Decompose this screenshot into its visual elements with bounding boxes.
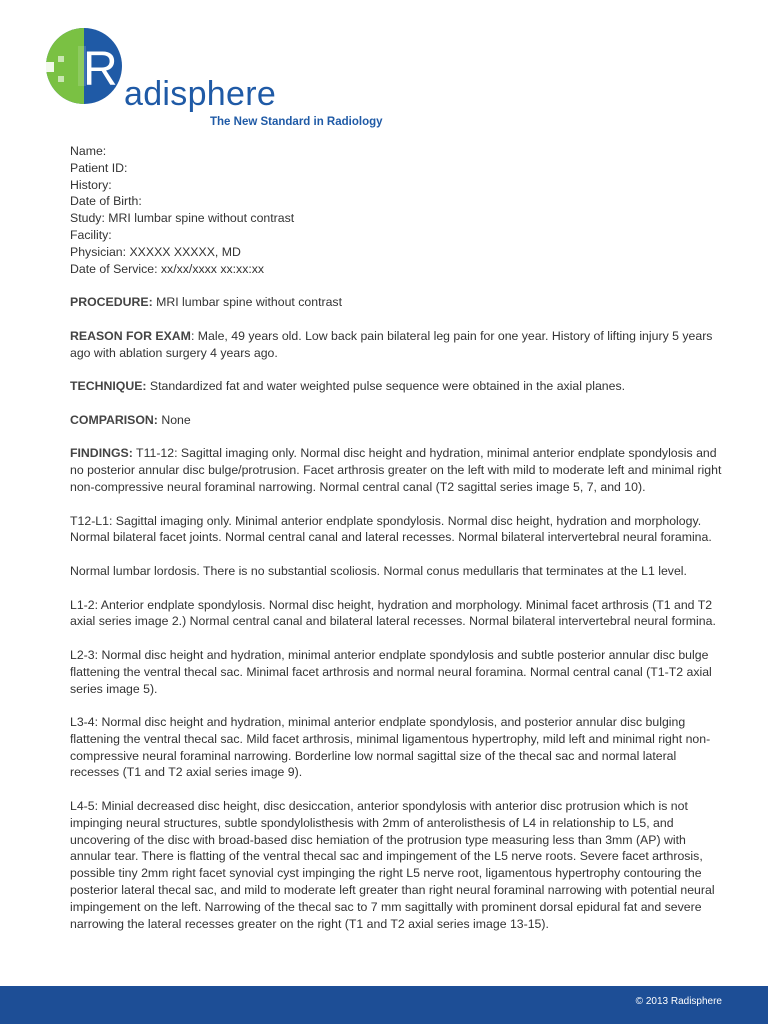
- finding-paragraph: L1-2: Anterior endplate spondylosis. Normal disc height, hydration and morphology. Minimal facet arthrosis (T1 and T2 axial series image 2.) Normal central canal and bilateral lateral recesses. Normal bilateral intervertebral neural formina.: [70, 597, 716, 629]
- procedure-section: [70, 294, 726, 311]
- patient-header: [70, 143, 726, 277]
- finding-paragraph: L4-5: Minial decreased disc height, disc desiccation, anterior spondylosis with anterior disc protrusion which is not impinging neural structures, subtle spondylolisthesis with 2mm of anterolisthesis of L4 in relationship to L5, and uncovering of the disc with broad-based disc hemiation of the protrusion type measuring less than 3mm (AP) with annular tear. There is flatting of the ventral thecal sac and impingement of the L5 nerve roots. Severe facet arthrosis, possible tiny 2mm right facet synovial cyst impinging the right L5 nerve root, ligamentous hypertrophy contouring the posterior lateral thecal sac, and mild to moderate left greater than right neural foraminal narrowing with potential neural impingement on the left. Narrowing of the thecal sac to 7 mm sagittally with prominent dorsal epidural fat and severe narrowing the lateral recesses greater on the right (T1 and T2 axial series image 13-15).: [70, 799, 715, 931]
- technique-text: Standardized fat and water weighted pulse sequence were obtained in the axial planes.: [146, 379, 626, 394]
- finding-paragraph: Normal lumbar lordosis. There is no substantial scoliosis. Normal conus medullaris that terminates at the L1 level.: [70, 563, 687, 578]
- technique-label: TECHNIQUE:: [70, 379, 147, 394]
- findings-intro: T11-12: Sagittal imaging only. Normal disc height and hydration, minimal anterior endplate spondylosis and no posterior annular disc bulge/protrusion. Facet arthrosis greater on the left with mild to moderate left and minimal right non-compressive neural foraminal narrowing. Normal central canal (T2 sagittal series image 5, 7, and 10).: [70, 446, 722, 494]
- procedure-label: PROCEDURE:: [70, 295, 153, 310]
- physician-line: Physician: XXXXX XXXXX, MD: [70, 244, 241, 259]
- brand-tagline: The New Standard in Radiology: [210, 116, 383, 128]
- radisphere-logo: [44, 26, 383, 128]
- finding-paragraph: L2-3: Normal disc height and hydration, minimal anterior endplate spondylosis and subtle posterior annular disc bulge flattening the ventral thecal sac. Minimal facet arthrosis and normal neural foramina. Normal central canal (T1-T2 axial series image 5).: [70, 647, 712, 696]
- patient-name: Name:: [70, 144, 107, 158]
- technique-section: [70, 378, 726, 395]
- comparison-section: [70, 412, 726, 429]
- copyright-text: © 2013 Radisphere: [635, 996, 722, 1007]
- patient-history: History:: [70, 177, 112, 192]
- findings-section: [70, 445, 726, 495]
- patient-dob: Date of Birth:: [70, 194, 142, 209]
- radisphere-globe-icon: [44, 26, 124, 106]
- patient-id: Patient ID:: [70, 160, 128, 175]
- facility-line: Facility:: [70, 227, 112, 242]
- procedure-text: MRI lumbar spine without contrast: [152, 295, 342, 310]
- comparison-text: None: [157, 412, 191, 427]
- finding-paragraph: L3-4: Normal disc height and hydration, minimal anterior endplate spondylosis, and posterior annular disc bulging flattening the ventral thecal sac. Mild facet arthrosis, minimal ligamentous hypertrophy, mild left and minimal right non-compressive neural foraminal narrowing. Borderline low normal sagittal size of the thecal sac and normal lateral recesses (T1 and T2 axial series image 9).: [70, 715, 711, 780]
- report-body: [70, 143, 726, 932]
- comparison-label: COMPARISON:: [70, 412, 158, 427]
- date-of-service: Date of Service: xx/xx/xxxx xx:xx:xx: [70, 261, 265, 276]
- reason-text: : Male, 49 years old. Low back pain bilateral leg pain for one year. History of lifting injury 5 years ago with ablation surgery 4 years ago.: [70, 328, 713, 360]
- reason-label: REASON FOR EXAM: [70, 328, 191, 343]
- findings-label: FINDINGS:: [70, 446, 133, 461]
- finding-paragraph: T12-L1: Sagittal imaging only. Minimal anterior endplate spondylosis. Normal disc height, hydration and morphology. Normal bilateral facet joints. Normal central canal and lateral recesses. Normal bilateral intervertebral neural foramina.: [70, 513, 712, 545]
- footer-bar: [0, 986, 768, 1024]
- study-line: Study: MRI lumbar spine without contrast: [70, 211, 295, 226]
- brand-name: adisphere: [124, 75, 277, 113]
- logo-letter-r: R: [83, 43, 118, 96]
- reason-section: [70, 328, 726, 362]
